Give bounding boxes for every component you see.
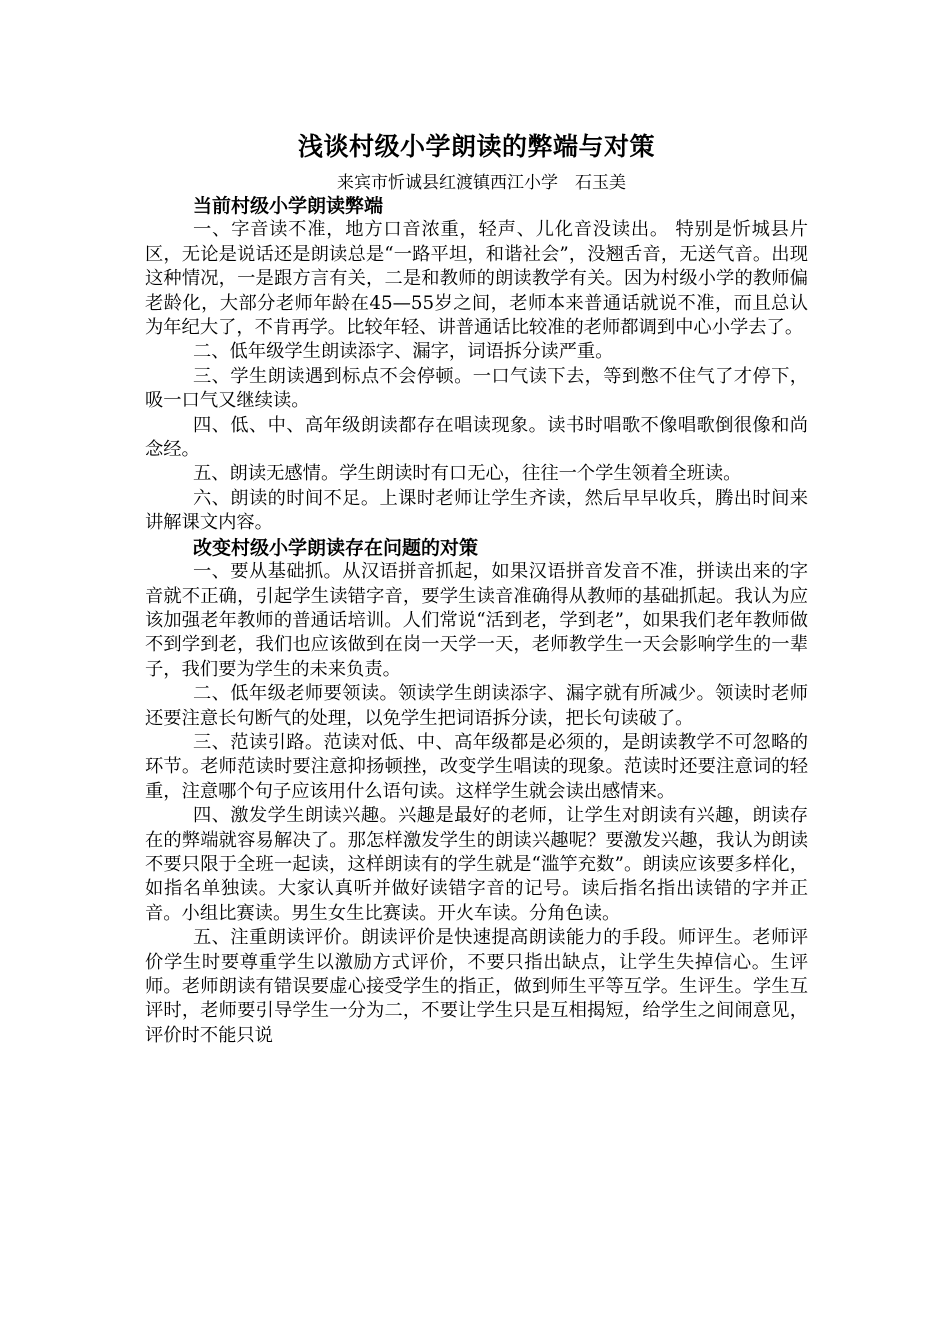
paragraph: 三、范读引路。范读对低、中、高年级都是必须的，是朗读教学不可忽略的环节。老师范读时要注意抑扬顿挫，改变学生唱读的现象。范读时还要注意词的轻重，注意哪个句子应该用什么语句读。这样学生就会读出感情来。	[145, 731, 808, 802]
author-line: 来宾市忻诚县红渡镇西江小学 石玉美	[337, 173, 626, 193]
paragraph: 一、字音读不准，地方口音浓重，轻声、儿化音没读出。 特别是忻城县片区，无论是说话还是朗读总是“一路平坦，和谐社会”，没翘舌音，无送气音。出现这种情况，一是跟方言有关，二是和教师的朗读教学有关。因为村级小学的教师偏老龄化，大部分老师年龄在45—55岁之间，老师本来普通话就说不准，而且总认为年纪大了，不肯再学。比较年轻、讲普通话比较准的老师都调到中心小学去了。	[145, 219, 808, 339]
section-heading-drawbacks: 当前村级小学朗读弊端	[193, 195, 384, 217]
paragraph: 四、激发学生朗读兴趣。兴趣是最好的老师，让学生对朗读有兴趣，朗读存在的弊端就容易解决了。那怎样激发学生的朗读兴趣呢？要激发兴趣，我认为朗读不要只限于全班一起读，这样朗读有的学生就是“滥竽充数”。朗读应该要多样化，如指名单独读。大家认真听并做好读错字音的记号。读后指名指出读错的字并正音。小组比赛读。男生女生比赛读。开火车读。分角色读。	[145, 805, 808, 924]
paragraph: 二、低年级学生朗读添字、漏字，词语拆分读严重。	[193, 341, 614, 363]
paragraph: 五、注重朗读评价。朗读评价是快速提高朗读能力的手段。师评生。老师评价学生时要尊重学生以激励方式评价，不要只指出缺点，让学生失掉信心。生评师。老师朗读有错误要虚心接受学生的指正，做到师生平等互学。生评生。学生互评时，老师要引导学生一分为二，不要让学生只是互相揭短，给学生之间闹意见，评价时不能只说	[145, 927, 808, 1046]
paragraph: 一、要从基础抓。从汉语拼音抓起，如果汉语拼音发音不准，拼读出来的字音就不正确，引起学生读错字音，要学生读音准确得从教师的基础抓起。我认为应该加强老年教师的普通话培训。人们常说“活到老，学到老”，如果我们老年教师做不到学到老，我们也应该做到在岗一天学一天，老师教学生一天会影响学生的一辈子，我们要为学生的未来负责。	[145, 561, 808, 680]
paragraph: 六、朗读的时间不足。上课时老师让学生齐读，然后早早收兵，腾出时间来讲解课文内容。	[145, 487, 808, 534]
paragraph: 五、朗读无感情。学生朗读时有口无心，往往一个学生领着全班读。	[193, 463, 742, 485]
paragraph: 三、学生朗读遇到标点不会停顿。一口气读下去，等到憋不住气了才停下，吸一口气又继续读。	[145, 365, 808, 412]
section-countermeasures	[145, 536, 808, 1049]
document-page	[145, 130, 808, 1048]
paragraph: 四、低、中、高年级朗读都存在唱读现象。读书时唱歌不像唱歌倒很像和尚念经。	[145, 414, 808, 461]
section-drawbacks	[145, 194, 808, 536]
section-heading-countermeasures: 改变村级小学朗读存在问题的对策	[193, 536, 479, 559]
paragraph: 二、低年级老师要领读。领读学生朗读添字、漏字就有所减少。领读时老师还要注意长句断气的处理，以免学生把词语拆分读，把长句读破了。	[145, 683, 808, 729]
document-title: 浅谈村级小学朗读的弊端与对策	[297, 132, 655, 161]
